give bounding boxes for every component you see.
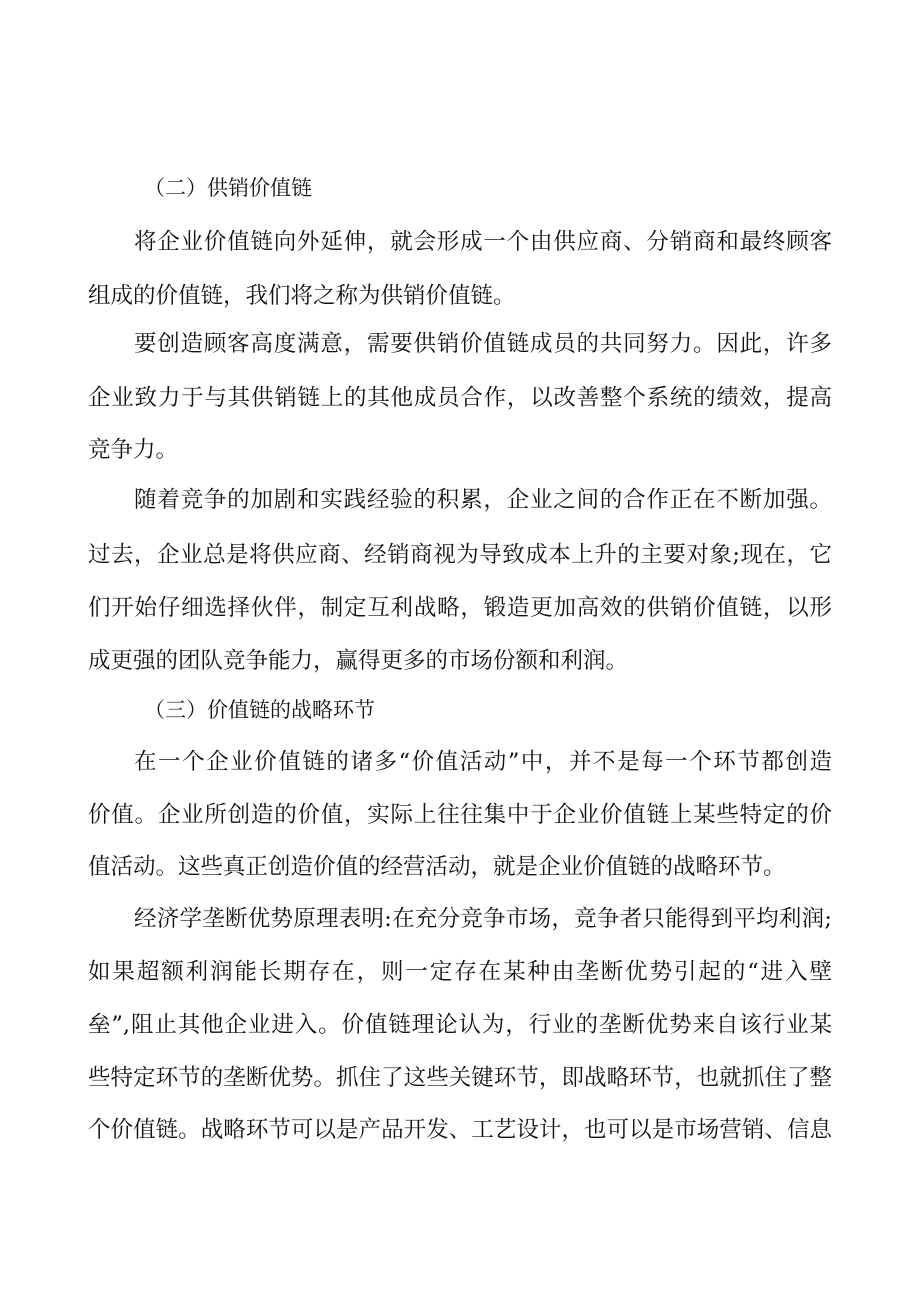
paragraph-line: 些特定环节的垄断优势。抓住了这些关键环节，即战略环节，也就抓住了整 [88,1065,832,1091]
paragraph-line: 值活动。这些真正创造价值的经营活动，就是企业价值链的战略环节。 [88,854,786,880]
paragraph-line: 个价值链。战略环节可以是产品开发、工艺设计，也可以是市场营销、信息 [88,1117,832,1143]
section-heading-strategic-links: （三）价值链的战略环节 [144,698,375,722]
paragraph-line: 们开始仔细选择伙伴，制定互利战略，锻造更加高效的供销价值链，以形 [88,595,832,621]
paragraph-line: 价值。企业所创造的价值，实际上往往集中于企业价值链上某些特定的价 [88,802,832,828]
paragraph-line: 将企业价值链向外延伸，就会形成一个由供应商、分销商和最终顾客 [134,229,832,255]
paragraph-line: 成更强的团队竞争能力，赢得更多的市场份额和利润。 [88,648,629,674]
paragraph-line: 经济学垄断优势原理表明:在充分竞争市场，竞争者只能得到平均利润; [134,906,832,932]
paragraph-line: 垒”,阻止其他企业进入。价值链理论认为，行业的垄断优势来自该行业某 [88,1012,832,1038]
paragraph-line: 如果超额利润能长期存在，则一定存在某种由垄断优势引起的“进入壁 [88,959,832,985]
paragraph-line: 在一个企业价值链的诸多“价值活动”中，并不是每一个环节都创造 [134,749,832,775]
paragraph-line: 要创造顾客高度满意，需要供销价值链成员的共同努力。因此，许多 [134,331,832,357]
paragraph-line: 组成的价值链，我们将之称为供销价值链。 [88,283,516,309]
paragraph-line: 过去，企业总是将供应商、经销商视为导致成本上升的主要对象;现在，它 [88,542,832,568]
section-heading-supply-value-chain: （二）供销价值链 [144,176,312,200]
paragraph-line: 随着竞争的加剧和实践经验的积累，企业之间的合作正在不断加强。 [134,487,832,513]
paragraph-line: 企业致力于与其供销链上的其他成员合作，以改善整个系统的绩效，提高 [88,385,832,411]
paragraph-line: 竞争力。 [88,437,179,463]
